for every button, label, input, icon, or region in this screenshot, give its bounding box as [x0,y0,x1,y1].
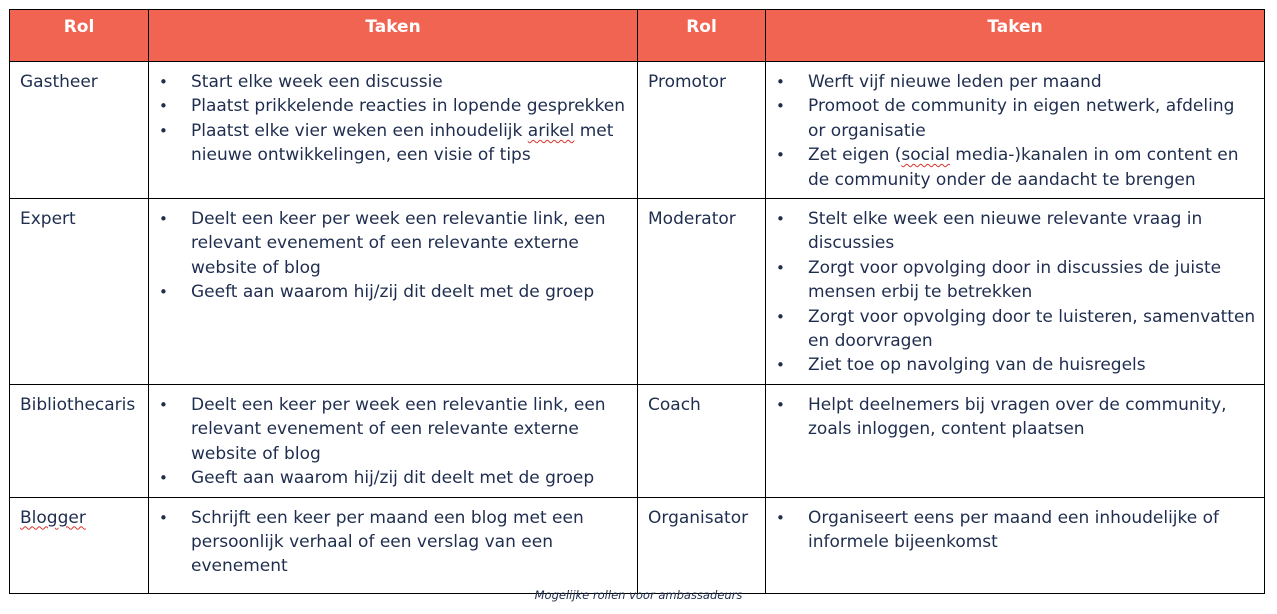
task-item: • Zorgt voor opvolging door te luisteren, samenvatten en doorvragen [766,305,1256,354]
task-item: • Stelt elke week een nieuwe relevante vraag in discussies [766,207,1256,256]
header-taken-left: Taken [149,10,638,62]
task-item: • Deelt een keer per week een relevantie link, een relevant evenement of een relevante externe website of blog [149,393,629,466]
role-cell: Bibliothecaris [10,384,149,497]
spellcheck-mark: Blogger [20,507,86,528]
task-list [766,393,1256,442]
header-rol-right: Rol [638,10,766,62]
table-row [10,384,1265,497]
task-item: • Organiseert eens per maand een inhoudelijke of informele bijeenkomst [766,506,1256,555]
table-row [10,199,1265,385]
spellcheck-mark: arikel [527,120,575,141]
task-item: • Promoot de community in eigen netwerk, afdeling or organisatie [766,94,1256,143]
task-item: • Zet eigen (social media-)kanalen in om content en de community onder de aandacht te brengen [766,143,1256,192]
tasks-cell [766,199,1265,385]
task-list [149,70,629,168]
header-taken-right: Taken [766,10,1265,62]
task-item: • Plaatst elke vier weken een inhoudelijk arikel met nieuwe ontwikkelingen, een visie of tips [149,119,629,168]
role-cell: Moderator [638,199,766,385]
task-list [766,506,1256,555]
task-list [766,207,1256,378]
task-item: • Ziet toe op navolging van de huisregels [766,353,1256,377]
role-cell [10,497,149,593]
task-list [149,393,629,491]
task-list [149,207,629,305]
task-item: • Geeft aan waarom hij/zij dit deelt met de groep [149,280,629,304]
spellcheck-mark: social [901,145,950,166]
task-item: • Plaatst prikkelende reacties in lopende gesprekken [149,94,629,118]
task-item: • Schrijft een keer per maand een blog met een persoonlijk verhaal of een verslag van een evenement [149,506,629,579]
header-rol-left: Rol [10,10,149,62]
tasks-cell [149,62,638,199]
role-cell: Organisator [638,497,766,593]
tasks-cell [766,62,1265,199]
tasks-cell [766,497,1265,593]
tasks-cell [149,199,638,385]
tasks-cell [766,384,1265,497]
role-cell: Coach [638,384,766,497]
task-list [149,506,629,579]
task-item: • Zorgt voor opvolging door in discussies de juiste mensen erbij te betrekken [766,256,1256,305]
role-cell: Promotor [638,62,766,199]
table-row [10,497,1265,593]
tasks-cell [149,384,638,497]
task-item: • Deelt een keer per week een relevantie link, een relevant evenement of een relevante externe website of blog [149,207,629,280]
tasks-cell [149,497,638,593]
task-item: • Start elke week een discussie [149,70,629,94]
task-item: • Helpt deelnemers bij vragen over de community, zoals inloggen, content plaatsen [766,393,1256,442]
task-item: • Werft vijf nieuwe leden per maand [766,70,1256,94]
table-caption: Mogelijke rollen voor ambassadeurs [534,588,743,602]
task-list [766,70,1256,192]
roles-table [9,9,1265,594]
role-cell: Gastheer [10,62,149,199]
role-cell: Expert [10,199,149,385]
table-row [10,62,1265,199]
task-item: • Geeft aan waarom hij/zij dit deelt met de groep [149,466,629,490]
header-row [10,10,1265,62]
